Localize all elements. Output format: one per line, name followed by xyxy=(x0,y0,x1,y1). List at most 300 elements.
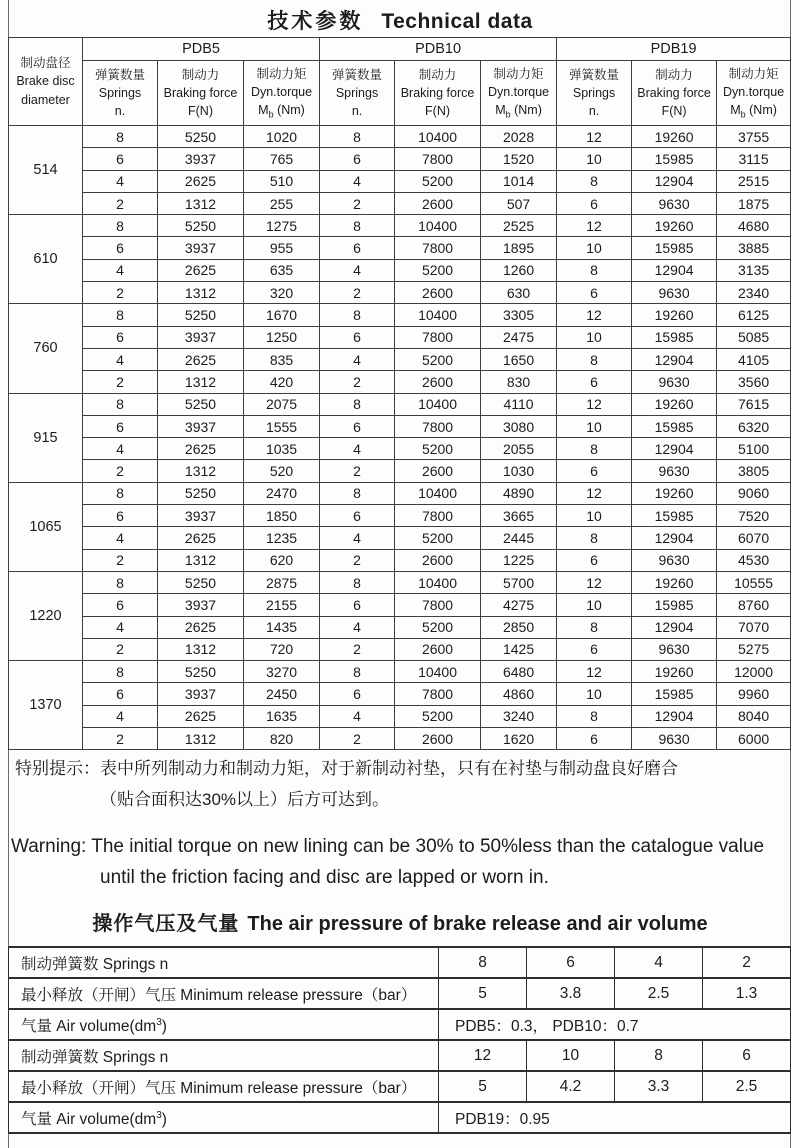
value-cell: 4680 xyxy=(717,215,791,237)
table-row xyxy=(9,371,791,393)
technical-table-body xyxy=(9,126,791,750)
column-header-en: Braking force xyxy=(637,85,711,100)
value-cell: 1030 xyxy=(481,460,557,482)
value-cell: 6320 xyxy=(717,415,791,437)
value-cell: 2525 xyxy=(481,215,557,237)
value-cell: 4 xyxy=(83,527,158,549)
value-cell: 8 xyxy=(557,170,632,192)
air-value-cell: 2.5 xyxy=(703,1071,791,1102)
diameter-cell: 514 xyxy=(9,126,83,215)
value-cell: 2625 xyxy=(158,259,244,281)
value-cell: 9630 xyxy=(632,371,717,393)
column-header xyxy=(481,61,557,126)
value-cell: 4 xyxy=(83,259,158,281)
column-header xyxy=(395,61,481,126)
value-cell: 10400 xyxy=(395,126,481,148)
value-cell: 2450 xyxy=(244,683,320,705)
value-cell: 5250 xyxy=(158,571,244,593)
value-cell: 10400 xyxy=(395,661,481,683)
column-header-en: Braking force xyxy=(163,85,238,100)
value-cell: 765 xyxy=(244,148,320,170)
value-cell: 15985 xyxy=(632,683,717,705)
value-cell: 5100 xyxy=(717,438,791,460)
value-cell: 835 xyxy=(244,348,320,370)
value-cell: 2 xyxy=(83,549,158,571)
air-section-title-en: The air pressure of brake release and air volume xyxy=(247,913,708,935)
value-cell: 3937 xyxy=(158,505,244,527)
air-row-label: 最小释放（开闸）气压 Minimum release pressure（bar） xyxy=(9,1071,439,1102)
value-cell: 10555 xyxy=(717,571,791,593)
diameter-cell: 1065 xyxy=(9,482,83,571)
value-cell: 6000 xyxy=(717,728,791,750)
air-value-cell: 5 xyxy=(439,1071,527,1102)
table-row xyxy=(9,415,791,437)
air-row-label: 气量 Air $volume(dm^3)$ xyxy=(9,1009,439,1040)
table-row xyxy=(9,170,791,192)
value-cell: 620 xyxy=(244,549,320,571)
column-header-en: Springs xyxy=(572,85,616,100)
table-row xyxy=(9,482,791,504)
value-cell: 3270 xyxy=(244,661,320,683)
value-cell: 955 xyxy=(244,237,320,259)
value-cell: 9630 xyxy=(632,728,717,750)
column-header xyxy=(717,61,791,126)
value-cell: 520 xyxy=(244,460,320,482)
table-row xyxy=(9,728,791,750)
value-cell: 8040 xyxy=(717,705,791,727)
value-cell: 12904 xyxy=(632,170,717,192)
value-cell: 10400 xyxy=(395,215,481,237)
column-header-unit: F(N) xyxy=(661,104,687,119)
note-chinese-line2: （贴合面积达30%以上）后方可达到。 xyxy=(100,790,390,809)
value-cell: 19260 xyxy=(632,482,717,504)
column-header-unit: $M_b$ (Nm) xyxy=(495,102,542,120)
value-cell: 8 xyxy=(83,304,158,326)
value-cell: 1875 xyxy=(717,192,791,214)
table-row xyxy=(9,638,791,660)
value-cell: 10 xyxy=(557,326,632,348)
value-cell: 2625 xyxy=(158,170,244,192)
value-cell: 7800 xyxy=(395,148,481,170)
value-cell: 6 xyxy=(557,282,632,304)
note-chinese-line1: 特别提示：表中所列制动力和制动力矩，对于新制动衬垫，只有在衬垫与制动盘良好磨合 xyxy=(15,759,678,778)
value-cell: 3937 xyxy=(158,237,244,259)
value-cell: 8 xyxy=(557,438,632,460)
value-cell: 4890 xyxy=(481,482,557,504)
air-span-value: PDB19：0.95 xyxy=(439,1102,791,1133)
air-value-cell: 4 xyxy=(615,947,703,978)
diameter-header xyxy=(9,38,83,126)
air-value-cell: 6 xyxy=(527,947,615,978)
value-cell: 3805 xyxy=(717,460,791,482)
value-cell: 8 xyxy=(83,661,158,683)
value-cell: 1225 xyxy=(481,549,557,571)
value-cell: 1895 xyxy=(481,237,557,259)
column-header-unit: n. xyxy=(588,104,600,119)
table-row xyxy=(9,326,791,348)
value-cell: 1312 xyxy=(158,638,244,660)
air-table-row xyxy=(9,1009,791,1040)
value-cell: 4 xyxy=(83,438,158,460)
value-cell: 255 xyxy=(244,192,320,214)
value-cell: 4 xyxy=(320,348,395,370)
value-cell: 12904 xyxy=(632,705,717,727)
value-cell: 1635 xyxy=(244,705,320,727)
value-cell: 19260 xyxy=(632,126,717,148)
air-section-title xyxy=(0,907,800,936)
value-cell: 2625 xyxy=(158,616,244,638)
value-cell: 8 xyxy=(557,705,632,727)
value-cell: 15985 xyxy=(632,415,717,437)
air-value-cell: 3.3 xyxy=(615,1071,703,1102)
value-cell: 3240 xyxy=(481,705,557,727)
value-cell: 1250 xyxy=(244,326,320,348)
value-cell: 6 xyxy=(557,192,632,214)
value-cell: 2600 xyxy=(395,728,481,750)
value-cell: 10400 xyxy=(395,571,481,593)
air-value-cell: 12 xyxy=(439,1040,527,1071)
column-header-cn: 弹簧数量 xyxy=(332,67,383,82)
value-cell: 7800 xyxy=(395,505,481,527)
value-cell: 8 xyxy=(320,304,395,326)
value-cell: 720 xyxy=(244,638,320,660)
table-row xyxy=(9,683,791,705)
table-row xyxy=(9,304,791,326)
column-header-cn: 弹簧数量 xyxy=(569,67,620,82)
value-cell: 2515 xyxy=(717,170,791,192)
value-cell: 12904 xyxy=(632,527,717,549)
value-cell: 6 xyxy=(557,549,632,571)
value-cell: 10 xyxy=(557,594,632,616)
value-cell: 4 xyxy=(320,170,395,192)
page-title-en: Technical data xyxy=(381,10,533,33)
value-cell: 1235 xyxy=(244,527,320,549)
value-cell: 15985 xyxy=(632,237,717,259)
note-english-line2: until the friction facing and disc are lapped or worn in. xyxy=(100,867,549,888)
value-cell: 6 xyxy=(557,638,632,660)
column-header xyxy=(632,61,717,126)
value-cell: 7070 xyxy=(717,616,791,638)
value-cell: 10 xyxy=(557,505,632,527)
value-cell: 3937 xyxy=(158,326,244,348)
value-cell: 1555 xyxy=(244,415,320,437)
column-header-en: Dyn.torque xyxy=(487,84,550,99)
value-cell: 1275 xyxy=(244,215,320,237)
air-value-cell: 5 xyxy=(439,978,527,1009)
air-table-row xyxy=(9,1071,791,1102)
value-cell: 3885 xyxy=(717,237,791,259)
value-cell: 2600 xyxy=(395,282,481,304)
value-cell: 8 xyxy=(557,348,632,370)
value-cell: 1620 xyxy=(481,728,557,750)
value-cell: 12 xyxy=(557,393,632,415)
column-header-cn: 制动力 xyxy=(655,67,693,82)
value-cell: 5275 xyxy=(717,638,791,660)
diameter-header-cn: 制动盘径 xyxy=(20,56,71,71)
value-cell: 6 xyxy=(320,594,395,616)
value-cell: 2470 xyxy=(244,482,320,504)
value-cell: 8760 xyxy=(717,594,791,616)
value-cell: 6 xyxy=(320,326,395,348)
value-cell: 5200 xyxy=(395,527,481,549)
value-cell: 12904 xyxy=(632,438,717,460)
air-value-cell: 8 xyxy=(439,947,527,978)
value-cell: 5085 xyxy=(717,326,791,348)
air-value-cell: 2 xyxy=(703,947,791,978)
value-cell: 8 xyxy=(320,661,395,683)
value-cell: 12 xyxy=(557,661,632,683)
value-cell: 2028 xyxy=(481,126,557,148)
value-cell: 2 xyxy=(83,371,158,393)
table-row xyxy=(9,571,791,593)
page-title xyxy=(0,5,800,35)
value-cell: 7615 xyxy=(717,393,791,415)
value-cell: 507 xyxy=(481,192,557,214)
value-cell: 6 xyxy=(320,683,395,705)
column-header xyxy=(244,61,320,126)
value-cell: 12 xyxy=(557,215,632,237)
value-cell: 5250 xyxy=(158,661,244,683)
table-row xyxy=(9,594,791,616)
value-cell: 15985 xyxy=(632,326,717,348)
value-cell: 2075 xyxy=(244,393,320,415)
diameter-cell: 760 xyxy=(9,304,83,393)
value-cell: 2 xyxy=(320,282,395,304)
value-cell: 3937 xyxy=(158,683,244,705)
value-cell: 6 xyxy=(320,148,395,170)
value-cell: 2055 xyxy=(481,438,557,460)
model-group-header: PDB19 xyxy=(557,38,791,61)
value-cell: 2625 xyxy=(158,348,244,370)
value-cell: 3080 xyxy=(481,415,557,437)
table-row xyxy=(9,393,791,415)
diameter-cell: 915 xyxy=(9,393,83,482)
sub-header-row xyxy=(9,61,791,126)
value-cell: 7800 xyxy=(395,415,481,437)
value-cell: 2 xyxy=(83,460,158,482)
value-cell: 9630 xyxy=(632,192,717,214)
table-row xyxy=(9,148,791,170)
value-cell: 5200 xyxy=(395,170,481,192)
value-cell: 2600 xyxy=(395,371,481,393)
air-value-cell: 8 xyxy=(615,1040,703,1071)
table-row xyxy=(9,282,791,304)
air-table-row xyxy=(9,947,791,978)
value-cell: 2 xyxy=(83,728,158,750)
value-cell: 6 xyxy=(83,505,158,527)
column-header-cn: 制动力矩 xyxy=(728,66,779,81)
value-cell: 4275 xyxy=(481,594,557,616)
air-pressure-table xyxy=(8,946,791,1134)
value-cell: 12 xyxy=(557,571,632,593)
model-group-header: PDB5 xyxy=(83,38,320,61)
value-cell: 12 xyxy=(557,304,632,326)
value-cell: 8 xyxy=(320,126,395,148)
value-cell: 6 xyxy=(320,237,395,259)
page-title-cn: 技术参数 xyxy=(267,10,364,33)
air-table-body xyxy=(9,947,791,1133)
table-row xyxy=(9,192,791,214)
table-row xyxy=(9,705,791,727)
column-header-unit: F(N) xyxy=(425,104,451,119)
value-cell: 2 xyxy=(83,282,158,304)
column-header xyxy=(557,61,632,126)
value-cell: 420 xyxy=(244,371,320,393)
value-cell: 4 xyxy=(83,348,158,370)
column-header-en: Springs xyxy=(98,85,142,100)
value-cell: 2600 xyxy=(395,549,481,571)
diameter-cell: 610 xyxy=(9,215,83,304)
value-cell: 2625 xyxy=(158,438,244,460)
air-value-cell: 1.3 xyxy=(703,978,791,1009)
value-cell: 820 xyxy=(244,728,320,750)
column-header xyxy=(320,61,395,126)
column-header-en: Dyn.torque xyxy=(250,84,313,99)
technical-table-header xyxy=(9,38,791,126)
column-header-unit: n. xyxy=(114,104,126,119)
value-cell: 8 xyxy=(557,259,632,281)
value-cell: 3560 xyxy=(717,371,791,393)
value-cell: 6 xyxy=(83,683,158,705)
value-cell: 10 xyxy=(557,683,632,705)
column-header xyxy=(158,61,244,126)
air-section-title-cn: 操作气压及气量 xyxy=(92,913,240,935)
column-header-unit: $M_b$ (Nm) xyxy=(258,102,305,120)
value-cell: 4110 xyxy=(481,393,557,415)
value-cell: 8 xyxy=(557,616,632,638)
value-cell: 7800 xyxy=(395,594,481,616)
air-row-label: 制动弹簧数 Springs n xyxy=(9,947,439,978)
value-cell: 19260 xyxy=(632,304,717,326)
value-cell: 5250 xyxy=(158,304,244,326)
value-cell: 4 xyxy=(83,616,158,638)
value-cell: 6 xyxy=(83,415,158,437)
table-row xyxy=(9,527,791,549)
value-cell: 2475 xyxy=(481,326,557,348)
value-cell: 6 xyxy=(83,594,158,616)
air-table-row xyxy=(9,1040,791,1071)
value-cell: 10400 xyxy=(395,482,481,504)
value-cell: 5200 xyxy=(395,616,481,638)
column-header-cn: 制动力 xyxy=(418,67,457,82)
column-header-unit: $M_b$ (Nm) xyxy=(730,102,777,120)
value-cell: 4530 xyxy=(717,549,791,571)
table-row xyxy=(9,126,791,148)
value-cell: 1520 xyxy=(481,148,557,170)
table-row xyxy=(9,348,791,370)
air-row-label: 气量 Air $volume(dm^3)$ xyxy=(9,1102,439,1133)
value-cell: 6 xyxy=(320,505,395,527)
value-cell: 8 xyxy=(83,393,158,415)
value-cell: 1014 xyxy=(481,170,557,192)
table-row xyxy=(9,460,791,482)
value-cell: 2850 xyxy=(481,616,557,638)
value-cell: 15985 xyxy=(632,594,717,616)
value-cell: 2 xyxy=(320,460,395,482)
technical-data-table xyxy=(8,37,791,750)
value-cell: 8 xyxy=(83,215,158,237)
column-header-cn: 弹簧数量 xyxy=(94,67,145,82)
value-cell: 4860 xyxy=(481,683,557,705)
model-group-header: PDB10 xyxy=(320,38,557,61)
value-cell: 4105 xyxy=(717,348,791,370)
value-cell: 7520 xyxy=(717,505,791,527)
value-cell: 830 xyxy=(481,371,557,393)
value-cell: 12904 xyxy=(632,616,717,638)
column-header-en: Dyn.torque xyxy=(723,84,785,99)
value-cell: 6125 xyxy=(717,304,791,326)
value-cell: 6 xyxy=(83,237,158,259)
value-cell: 1312 xyxy=(158,728,244,750)
value-cell: 3937 xyxy=(158,415,244,437)
note-english xyxy=(0,831,800,893)
value-cell: 5200 xyxy=(395,705,481,727)
value-cell: 2 xyxy=(320,638,395,660)
column-header-cn: 制动力 xyxy=(181,67,220,82)
table-row xyxy=(9,549,791,571)
table-row xyxy=(9,661,791,683)
value-cell: 12 xyxy=(557,482,632,504)
value-cell: 2625 xyxy=(158,705,244,727)
value-cell: 9630 xyxy=(632,460,717,482)
value-cell: 2625 xyxy=(158,527,244,549)
value-cell: 2600 xyxy=(395,460,481,482)
value-cell: 3305 xyxy=(481,304,557,326)
value-cell: 6070 xyxy=(717,527,791,549)
value-cell: 9960 xyxy=(717,683,791,705)
value-cell: 8 xyxy=(83,571,158,593)
value-cell: 3937 xyxy=(158,594,244,616)
column-header-unit: F(N) xyxy=(188,104,213,119)
table-row xyxy=(9,215,791,237)
value-cell: 2155 xyxy=(244,594,320,616)
value-cell: 5200 xyxy=(395,438,481,460)
air-value-cell: 2.5 xyxy=(615,978,703,1009)
value-cell: 2 xyxy=(83,638,158,660)
value-cell: 4 xyxy=(320,259,395,281)
air-row-label: 制动弹簧数 Springs n xyxy=(9,1040,439,1071)
table-row xyxy=(9,259,791,281)
value-cell: 5200 xyxy=(395,259,481,281)
value-cell: 7800 xyxy=(395,326,481,348)
value-cell: 4 xyxy=(83,705,158,727)
value-cell: 2600 xyxy=(395,192,481,214)
value-cell: 19260 xyxy=(632,571,717,593)
air-value-cell: 4.2 xyxy=(527,1071,615,1102)
value-cell: 2 xyxy=(83,192,158,214)
table-row xyxy=(9,438,791,460)
value-cell: 12 xyxy=(557,126,632,148)
value-cell: 6480 xyxy=(481,661,557,683)
value-cell: 5250 xyxy=(158,393,244,415)
value-cell: 5250 xyxy=(158,215,244,237)
air-value-cell: 3.8 xyxy=(527,978,615,1009)
column-header-en: Braking force xyxy=(400,85,475,100)
value-cell: 6 xyxy=(557,371,632,393)
value-cell: 630 xyxy=(481,282,557,304)
value-cell: 6 xyxy=(83,148,158,170)
value-cell: 3665 xyxy=(481,505,557,527)
column-header-cn: 制动力矩 xyxy=(256,66,307,81)
value-cell: 3755 xyxy=(717,126,791,148)
value-cell: 19260 xyxy=(632,215,717,237)
value-cell: 19260 xyxy=(632,393,717,415)
value-cell: 4 xyxy=(320,705,395,727)
table-row xyxy=(9,237,791,259)
air-row-label: 最小释放（开闸）气压 Minimum release pressure（bar） xyxy=(9,978,439,1009)
value-cell: 3115 xyxy=(717,148,791,170)
column-header xyxy=(83,61,158,126)
